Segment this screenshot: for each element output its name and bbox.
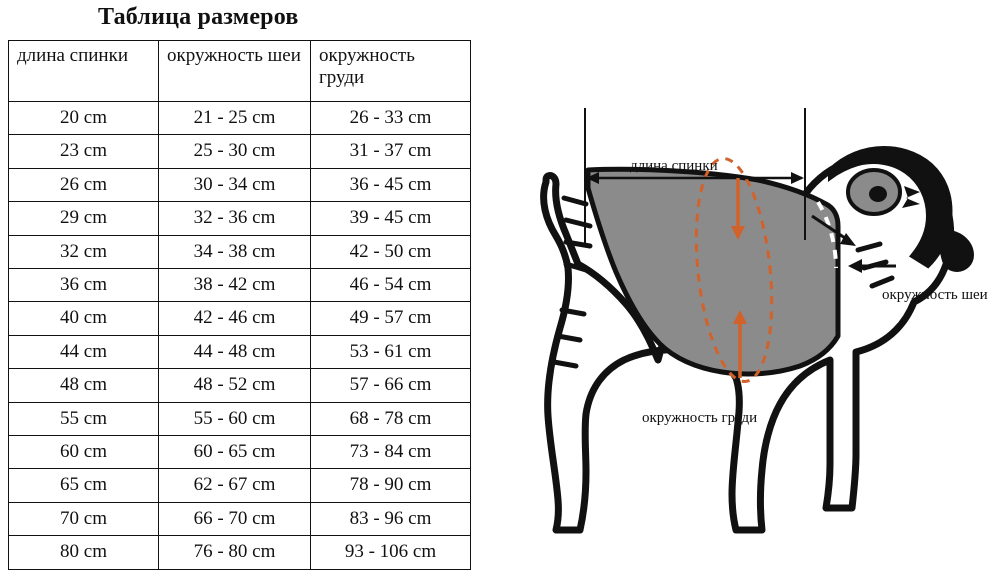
cell-back-length: 80 cm (9, 536, 159, 569)
cell-back-length: 65 cm (9, 469, 159, 502)
cell-neck-girth: 55 - 60 cm (159, 402, 311, 435)
table-row (9, 235, 471, 268)
cell-neck-girth: 32 - 36 cm (159, 202, 311, 235)
cell-neck-girth: 34 - 38 cm (159, 235, 311, 268)
label-back-length: длина спинки (630, 158, 718, 174)
cell-back-length: 44 cm (9, 335, 159, 368)
dog-muzzle (940, 231, 973, 270)
cell-neck-girth: 44 - 48 cm (159, 335, 311, 368)
table-row (9, 269, 471, 302)
cell-chest-girth: 78 - 90 cm (311, 469, 471, 502)
cell-chest-girth: 68 - 78 cm (311, 402, 471, 435)
cell-chest-girth: 93 - 106 cm (311, 536, 471, 569)
cell-back-length: 26 cm (9, 168, 159, 201)
column-header-neck-girth: окружность шеи (159, 41, 311, 102)
cell-chest-girth: 39 - 45 cm (311, 202, 471, 235)
dog-measurement-diagram (500, 60, 1000, 567)
column-header-chest-girth: окружность груди (311, 41, 471, 102)
cell-chest-girth: 26 - 33 cm (311, 102, 471, 135)
cell-chest-girth: 42 - 50 cm (311, 235, 471, 268)
cell-back-length: 48 cm (9, 369, 159, 402)
cell-neck-girth: 76 - 80 cm (159, 536, 311, 569)
table-row (9, 102, 471, 135)
cell-chest-girth: 46 - 54 cm (311, 269, 471, 302)
dog-eye (869, 186, 887, 202)
cell-back-length: 40 cm (9, 302, 159, 335)
cell-back-length: 20 cm (9, 102, 159, 135)
table-row (9, 202, 471, 235)
cell-back-length: 23 cm (9, 135, 159, 168)
cell-chest-girth: 57 - 66 cm (311, 369, 471, 402)
cell-back-length: 36 cm (9, 269, 159, 302)
cell-chest-girth: 83 - 96 cm (311, 502, 471, 535)
table-row (9, 335, 471, 368)
table-header-row (9, 41, 471, 102)
cell-neck-girth: 60 - 65 cm (159, 436, 311, 469)
table-row (9, 502, 471, 535)
cell-neck-girth: 62 - 67 cm (159, 469, 311, 502)
label-neck-girth: окружность шеи (882, 287, 988, 303)
cell-back-length: 60 cm (9, 436, 159, 469)
cell-back-length: 70 cm (9, 502, 159, 535)
cell-neck-girth: 38 - 42 cm (159, 269, 311, 302)
table-row (9, 402, 471, 435)
table-row (9, 135, 471, 168)
cell-neck-girth: 30 - 34 cm (159, 168, 311, 201)
cell-back-length: 29 cm (9, 202, 159, 235)
dog-illustration-svg (500, 60, 1000, 567)
cell-chest-girth: 36 - 45 cm (311, 168, 471, 201)
cell-neck-girth: 25 - 30 cm (159, 135, 311, 168)
cell-chest-girth: 31 - 37 cm (311, 135, 471, 168)
table-row (9, 536, 471, 569)
cell-neck-girth: 21 - 25 cm (159, 102, 311, 135)
cell-back-length: 32 cm (9, 235, 159, 268)
page-title: Таблица размеров (98, 4, 299, 30)
cell-neck-girth: 66 - 70 cm (159, 502, 311, 535)
cell-chest-girth: 53 - 61 cm (311, 335, 471, 368)
table-row (9, 469, 471, 502)
size-table (8, 40, 471, 570)
table-row (9, 302, 471, 335)
column-header-back-length: длина спинки (9, 41, 159, 102)
table-row (9, 436, 471, 469)
label-chest-girth: окружность груди (642, 410, 758, 426)
cell-chest-girth: 49 - 57 cm (311, 302, 471, 335)
cell-neck-girth: 48 - 52 cm (159, 369, 311, 402)
cell-back-length: 55 cm (9, 402, 159, 435)
table-row (9, 168, 471, 201)
cell-chest-girth: 73 - 84 cm (311, 436, 471, 469)
table-row (9, 369, 471, 402)
cell-neck-girth: 42 - 46 cm (159, 302, 311, 335)
